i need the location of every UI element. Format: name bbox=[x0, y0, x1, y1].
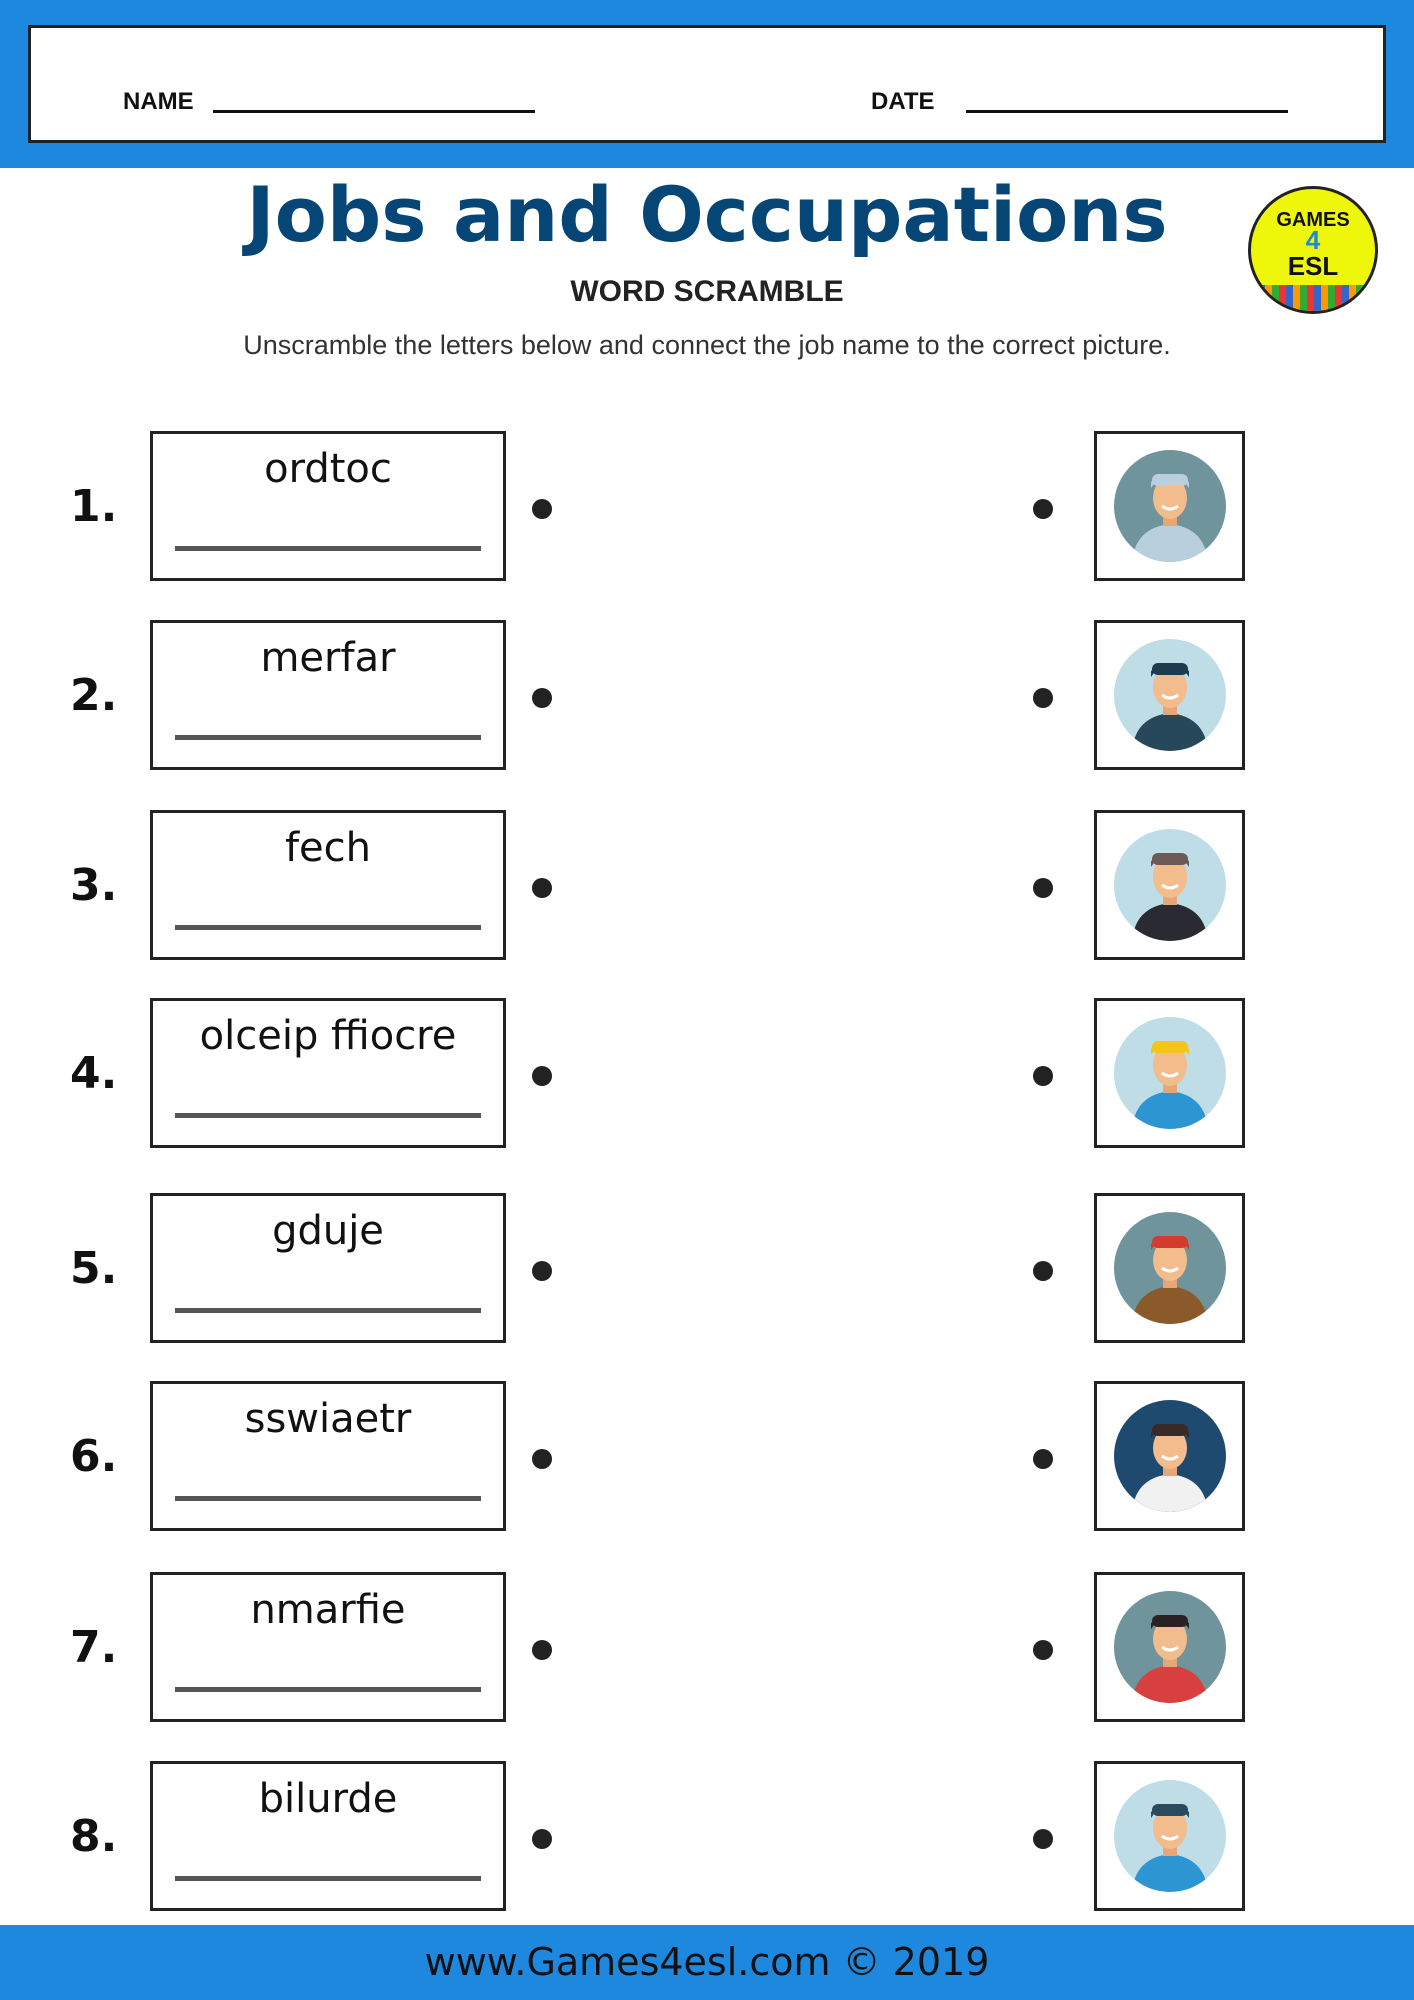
scrambled-word: merfar bbox=[260, 635, 396, 681]
answer-line[interactable] bbox=[175, 1687, 481, 1692]
answer-line[interactable] bbox=[175, 1308, 481, 1313]
scrambled-word: olceip ffiocre bbox=[199, 1013, 457, 1059]
mechanic-icon bbox=[1112, 1778, 1228, 1894]
left-connect-dot[interactable] bbox=[532, 1449, 552, 1469]
scrambled-word: sswiaetr bbox=[244, 1396, 412, 1442]
scrambled-word-box bbox=[150, 620, 506, 770]
item-number: 3. bbox=[70, 860, 118, 911]
answer-line[interactable] bbox=[175, 1496, 481, 1501]
waitress-icon bbox=[1112, 1589, 1228, 1705]
item-number: 8. bbox=[70, 1811, 118, 1862]
right-connect-dot[interactable] bbox=[1033, 878, 1053, 898]
logo-text: ESL bbox=[1287, 251, 1339, 281]
answer-line[interactable] bbox=[175, 1113, 481, 1118]
item-number: 2. bbox=[70, 670, 118, 721]
picture-box bbox=[1094, 810, 1245, 960]
right-connect-dot[interactable] bbox=[1033, 1829, 1053, 1849]
scrambled-word-box bbox=[150, 431, 506, 581]
exercise-row bbox=[0, 1381, 1414, 1531]
left-connect-dot[interactable] bbox=[532, 1829, 552, 1849]
left-connect-dot[interactable] bbox=[532, 1640, 552, 1660]
picture-box bbox=[1094, 431, 1245, 581]
scrambled-word-box bbox=[150, 1193, 506, 1343]
scrambled-word: nmarfie bbox=[250, 1587, 406, 1633]
date-label: DATE bbox=[871, 88, 935, 115]
answer-line[interactable] bbox=[175, 546, 481, 551]
right-connect-dot[interactable] bbox=[1033, 1261, 1053, 1281]
item-number: 6. bbox=[70, 1431, 118, 1482]
games4esl-logo bbox=[1248, 186, 1378, 314]
picture-box bbox=[1094, 1381, 1245, 1531]
page-subtitle: WORD SCRAMBLE bbox=[570, 275, 844, 308]
doctor-icon bbox=[1112, 1398, 1228, 1514]
chef-icon bbox=[1112, 448, 1228, 564]
scrambled-word-box bbox=[150, 998, 506, 1148]
right-connect-dot[interactable] bbox=[1033, 688, 1053, 708]
item-number: 7. bbox=[70, 1622, 118, 1673]
scrambled-word-box bbox=[150, 1572, 506, 1722]
picture-box bbox=[1094, 620, 1245, 770]
page-title: Jobs and Occupations bbox=[246, 170, 1168, 259]
scrambled-word: gduje bbox=[272, 1208, 384, 1254]
construction-worker-icon bbox=[1112, 1015, 1228, 1131]
left-connect-dot[interactable] bbox=[532, 499, 552, 519]
right-connect-dot[interactable] bbox=[1033, 1066, 1053, 1086]
logo-text: GAMES bbox=[1276, 209, 1350, 231]
scrambled-word-box bbox=[150, 1761, 506, 1911]
exercise-row bbox=[0, 998, 1414, 1148]
scrambled-word-box bbox=[150, 1381, 506, 1531]
right-connect-dot[interactable] bbox=[1033, 1449, 1053, 1469]
picture-box bbox=[1094, 1572, 1245, 1722]
picture-box bbox=[1094, 998, 1245, 1148]
item-number: 5. bbox=[70, 1243, 118, 1294]
header-band bbox=[0, 0, 1414, 168]
left-connect-dot[interactable] bbox=[532, 688, 552, 708]
exercise-row bbox=[0, 431, 1414, 581]
answer-line[interactable] bbox=[175, 1876, 481, 1881]
answer-line[interactable] bbox=[175, 925, 481, 930]
instructions: Unscramble the letters below and connect the job name to the correct picture. bbox=[243, 330, 1171, 360]
scrambled-word: ordtoc bbox=[264, 446, 392, 492]
name-field[interactable] bbox=[213, 110, 535, 113]
exercise-row bbox=[0, 1761, 1414, 1911]
item-number: 1. bbox=[70, 481, 118, 532]
businesswoman-icon bbox=[1112, 827, 1228, 943]
right-connect-dot[interactable] bbox=[1033, 499, 1053, 519]
item-number: 4. bbox=[70, 1048, 118, 1099]
name-label: NAME bbox=[123, 88, 194, 115]
firefighter-icon bbox=[1112, 1210, 1228, 1326]
scrambled-word-box bbox=[150, 810, 506, 960]
date-field[interactable] bbox=[966, 110, 1288, 113]
exercise-row bbox=[0, 810, 1414, 960]
name-date-box bbox=[28, 25, 1386, 143]
left-connect-dot[interactable] bbox=[532, 878, 552, 898]
exercise-row bbox=[0, 1572, 1414, 1722]
picture-box bbox=[1094, 1761, 1245, 1911]
pencils-icon bbox=[1251, 285, 1375, 311]
exercise-row bbox=[0, 620, 1414, 770]
scrambled-word: bilurde bbox=[258, 1776, 398, 1822]
left-connect-dot[interactable] bbox=[532, 1066, 552, 1086]
picture-box bbox=[1094, 1193, 1245, 1343]
footer: www.Games4esl.com © 2019 bbox=[0, 1925, 1414, 2000]
right-connect-dot[interactable] bbox=[1033, 1640, 1053, 1660]
answer-line[interactable] bbox=[175, 735, 481, 740]
logo-text: 4 bbox=[1305, 225, 1321, 255]
exercise-row bbox=[0, 1193, 1414, 1343]
left-connect-dot[interactable] bbox=[532, 1261, 552, 1281]
police-officer-icon bbox=[1112, 637, 1228, 753]
scrambled-word: fech bbox=[284, 825, 372, 871]
